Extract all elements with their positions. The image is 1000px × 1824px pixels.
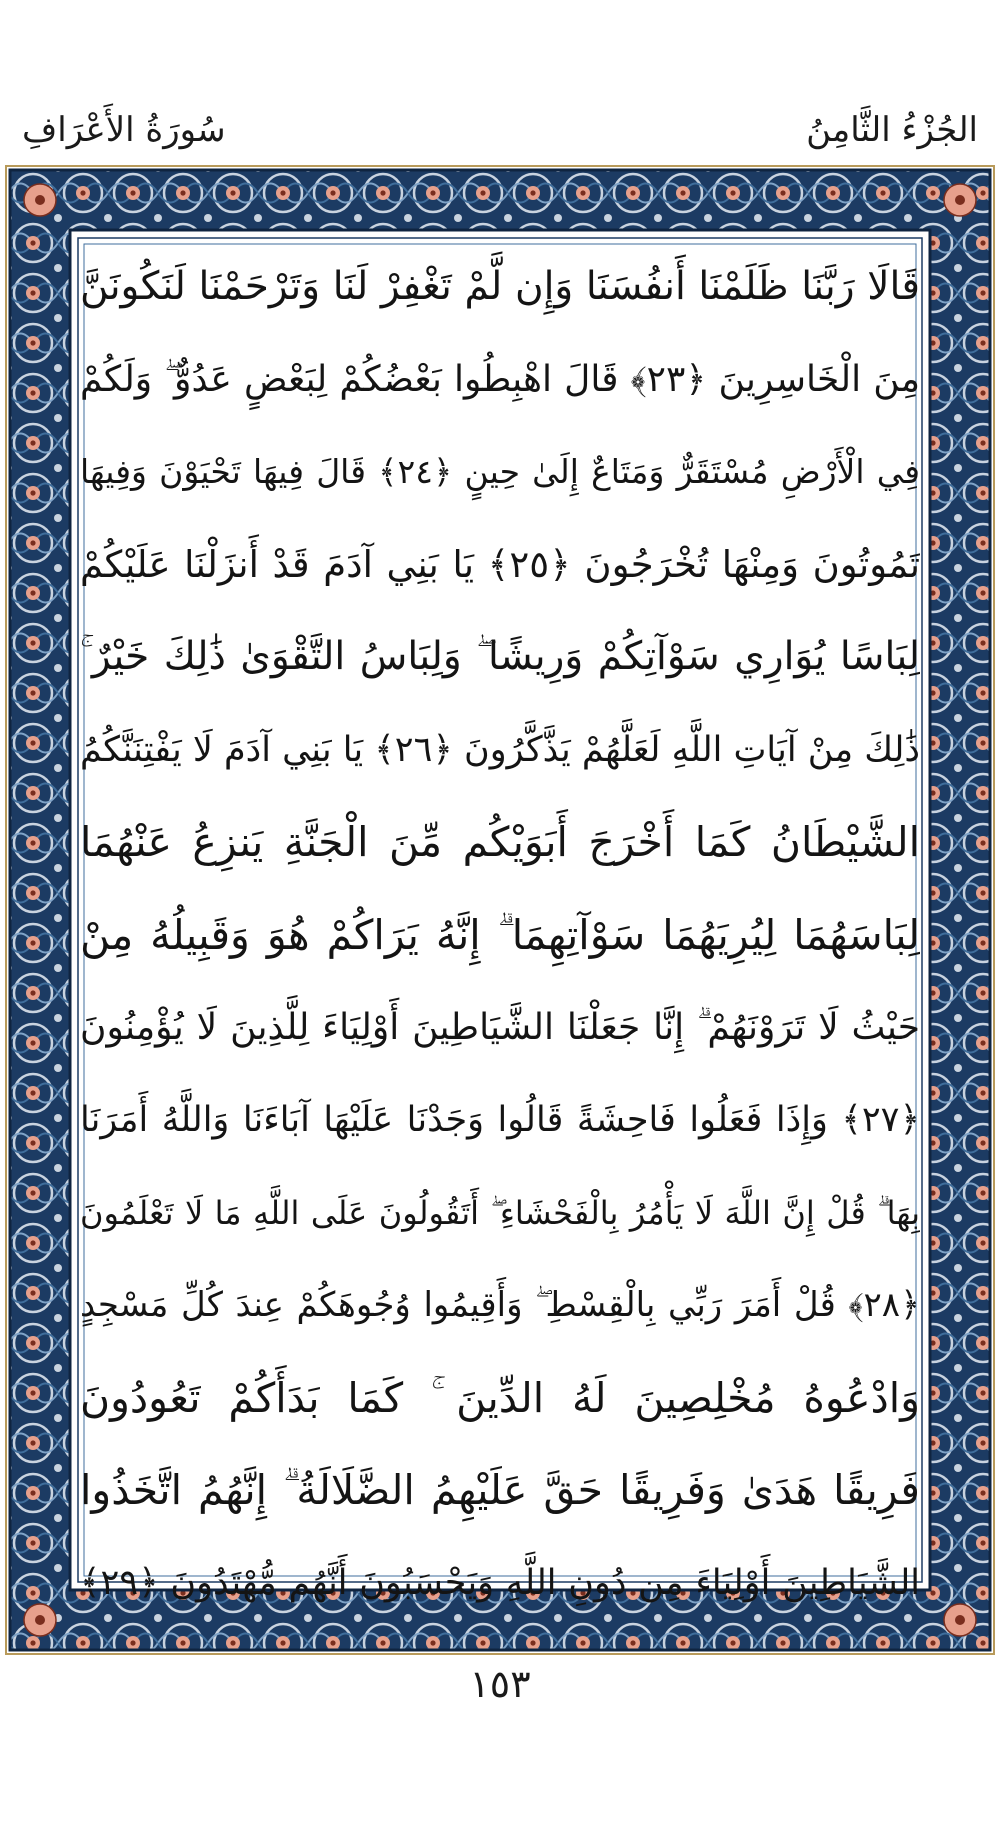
verse-line-11: بِهَا ۗ قُلْ إِنَّ اللَّهَ لَا يَأْمُرُ بِالْفَحْشَاءِ ۖ أَتَقُولُونَ عَلَى اللَّهِ مَا لَا تَعْلَمُونَ	[80, 1193, 920, 1232]
juz-name: الجُزْءُ الثَّامِنُ	[806, 110, 978, 150]
surah-name: سُورَةُ الأَعْرَافِ	[22, 110, 226, 150]
verse-line-6: ذَٰلِكَ مِنْ آيَاتِ اللَّهِ لَعَلَّهُمْ يَذَّكَّرُونَ ﴿٢٦﴾ يَا بَنِي آدَمَ لَا يَفْتِنَنَّكُمُ	[80, 729, 920, 770]
verse-line-4: تَمُوتُونَ وَمِنْهَا تُخْرَجُونَ ﴿٢٥﴾ يَا بَنِي آدَمَ قَدْ أَنزَلْنَا عَلَيْكُمْ	[80, 542, 920, 586]
verse-line-13: وَادْعُوهُ مُخْلِصِينَ لَهُ الدِّينَ ۚ كَمَا بَدَأَكُمْ تَعُودُونَ	[80, 1373, 920, 1422]
verse-line-2: مِنَ الْخَاسِرِينَ ﴿٢٣﴾ قَالَ اهْبِطُوا بَعْضُكُمْ لِبَعْضٍ عَدُوٌّ ۖ وَلَكُمْ	[80, 358, 920, 400]
verse-line-14: فَرِيقًا هَدَىٰ وَفَرِيقًا حَقَّ عَلَيْهِمُ الضَّلَالَةُ ۗ إِنَّهُمُ اتَّخَذُوا	[80, 1466, 920, 1515]
verse-line-10: ﴿٢٧﴾ وَإِذَا فَعَلُوا فَاحِشَةً قَالُوا وَجَدْنَا عَلَيْهَا آبَاءَنَا وَاللَّهُ أَمَرَنَا	[80, 1100, 920, 1141]
verse-line-7: الشَّيْطَانُ كَمَا أَخْرَجَ أَبَوَيْكُم مِّنَ الْجَنَّةِ يَنزِعُ عَنْهُمَا	[80, 818, 920, 867]
verse-line-8: لِبَاسَهُمَا لِيُرِيَهُمَا سَوْآتِهِمَا ۗ إِنَّهُ يَرَاكُمْ هُوَ وَقَبِيلُهُ مِنْ	[80, 910, 920, 959]
verse-line-9: حَيْثُ لَا تَرَوْنَهُمْ ۗ إِنَّا جَعَلْنَا الشَّيَاطِينَ أَوْلِيَاءَ لِلَّذِينَ لَا يُؤْمِنُونَ	[80, 1006, 920, 1048]
verse-line-5: لِبَاسًا يُوَارِي سَوْآتِكُمْ وَرِيشًا ۖ وَلِبَاسُ التَّقْوَىٰ ذَٰلِكَ خَيْرٌ ۚ	[80, 634, 920, 680]
verse-line-15: الشَّيَاطِينَ أَوْلِيَاءَ مِن دُونِ اللَّهِ وَيَحْسَبُونَ أَنَّهُم مُّهْتَدُونَ ﴿٢٩﴾	[80, 1562, 920, 1603]
verse-line-12: ﴿٢٨﴾ قُلْ أَمَرَ رَبِّي بِالْقِسْطِ ۖ وَأَقِيمُوا وُجُوهَكُمْ عِندَ كُلِّ مَسْجِدٍ	[80, 1285, 920, 1326]
verse-line-1: قَالَا رَبَّنَا ظَلَمْنَا أَنفُسَنَا وَإِن لَّمْ تَغْفِرْ لَنَا وَتَرْحَمْنَا لَنَكُونَنَّ	[80, 264, 920, 309]
quran-text-block	[80, 245, 920, 1625]
verse-line-3: فِي الْأَرْضِ مُسْتَقَرٌّ وَمَتَاعٌ إِلَىٰ حِينٍ ﴿٢٤﴾ قَالَ فِيهَا تَحْيَوْنَ وَفِيهَا	[80, 452, 920, 492]
page-number: ١٥٣	[469, 1662, 531, 1706]
